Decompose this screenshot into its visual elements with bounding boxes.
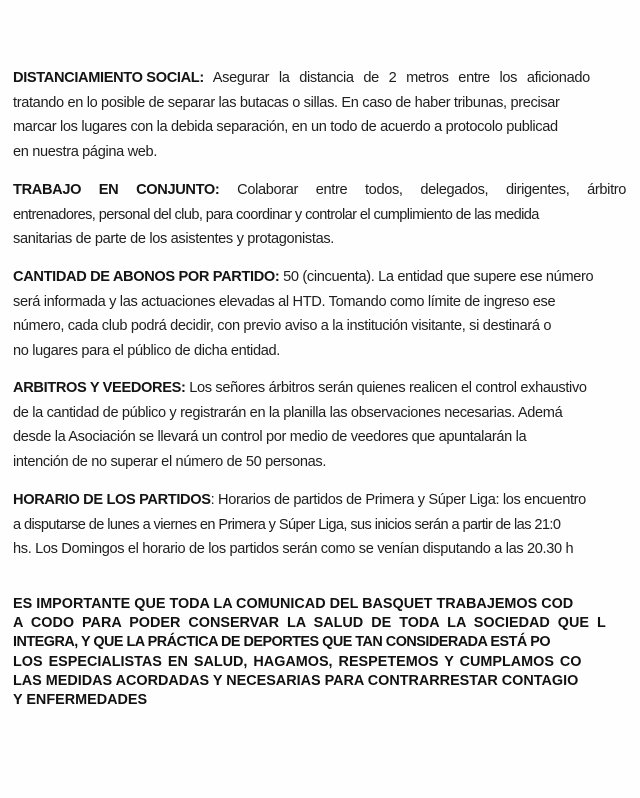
section-text: Los señores árbitros serán quienes realicen el control exhaustivo xyxy=(185,380,587,396)
section-line xyxy=(13,265,640,290)
section-text: Asegurar la distancia de 2 metros entre los aficionado xyxy=(203,70,590,86)
closing-line: A CODO PARA PODER CONSERVAR LA SALUD DE TODA LA SOCIEDAD QUE L xyxy=(13,615,606,632)
closing-line: LAS MEDIDAS ACORDADAS Y NECESARIAS PARA CONTRARRESTAR CONTAGIO xyxy=(13,672,579,689)
section-line: en nuestra página web. xyxy=(13,143,158,160)
section-line xyxy=(13,376,640,401)
section-line: intención de no superar el número de 50 personas. xyxy=(13,453,327,470)
section-line: número, cada club podrá decidir, con previo aviso a la institución visitante, si destinará o xyxy=(13,318,552,335)
section-arbitros-y-veedores xyxy=(13,376,640,474)
section-line: tratando en lo posible de separar las butacas o sillas. En caso de haber tribunas, precisar xyxy=(13,94,560,111)
section-line: marcar los lugares con la debida separación, en un todo de acuerdo a protocolo publicad xyxy=(13,119,558,136)
section-heading: TRABAJO EN CONJUNTO: xyxy=(13,182,220,198)
closing-line: INTEGRA, Y QUE LA PRÁCTICA DE DEPORTES QUE TAN CONSIDERADA ESTÁ PO xyxy=(13,634,551,651)
section-line: de la cantidad de público y registrarán en la planilla las observaciones necesarias. Ademá xyxy=(13,404,563,421)
section-horario-de-los-partidos xyxy=(13,488,640,562)
closing-line: ES IMPORTANTE QUE TODA LA COMUNICAD DEL BASQUET TRABAJEMOS COD xyxy=(13,596,574,612)
section-text: 50 (cincuenta). La entidad que supere ese número xyxy=(279,269,594,285)
section-text: Colaborar entre todos, delegados, dirigentes, árbitro xyxy=(219,182,627,198)
section-text: : Horarios de partidos de Primera y Súper Liga: los encuentro xyxy=(210,492,586,508)
section-line: hs. Los Domingos el horario de los partidos serán como se venían disputando a las 20.30 h xyxy=(13,541,574,558)
section-heading: HORARIO DE LOS PARTIDOS xyxy=(13,492,211,508)
closing-line: Y ENFERMEDADES xyxy=(13,691,148,708)
section-cantidad-de-abonos xyxy=(13,265,640,363)
closing-line: LOS ESPECIALISTAS EN SALUD, HAGAMOS, RESPETEMOS Y CUMPLAMOS CO xyxy=(13,653,582,670)
section-trabajo-en-conjunto xyxy=(13,178,640,252)
section-heading: DISTANCIAMIENTO SOCIAL: xyxy=(13,70,204,86)
closing-statement xyxy=(13,595,640,710)
section-line: a disputarse de lunes a viernes en Primera y Súper Liga, sus inicios serán a partir de las 21:0 xyxy=(13,516,561,533)
section-line: no lugares para el público de dicha entidad. xyxy=(13,342,280,359)
section-line: sanitarias de parte de los asistentes y protagonistas. xyxy=(13,231,335,248)
section-heading: CANTIDAD DE ABONOS POR PARTIDO: xyxy=(13,269,280,285)
section-line xyxy=(13,488,640,513)
section-line: será informada y las actuaciones elevadas al HTD. Tomando como límite de ingreso ese xyxy=(13,293,556,310)
section-line: desde la Asociación se llevará un control por medio de veedores que apuntalarán la xyxy=(13,429,527,446)
section-line xyxy=(13,178,640,203)
section-distanciamiento-social xyxy=(13,66,640,164)
section-line xyxy=(13,66,640,91)
section-heading: ARBITROS Y VEEDORES: xyxy=(13,380,186,396)
section-line: entrenadores, personal del club, para coordinar y controlar el cumplimiento de las medida xyxy=(13,206,539,223)
